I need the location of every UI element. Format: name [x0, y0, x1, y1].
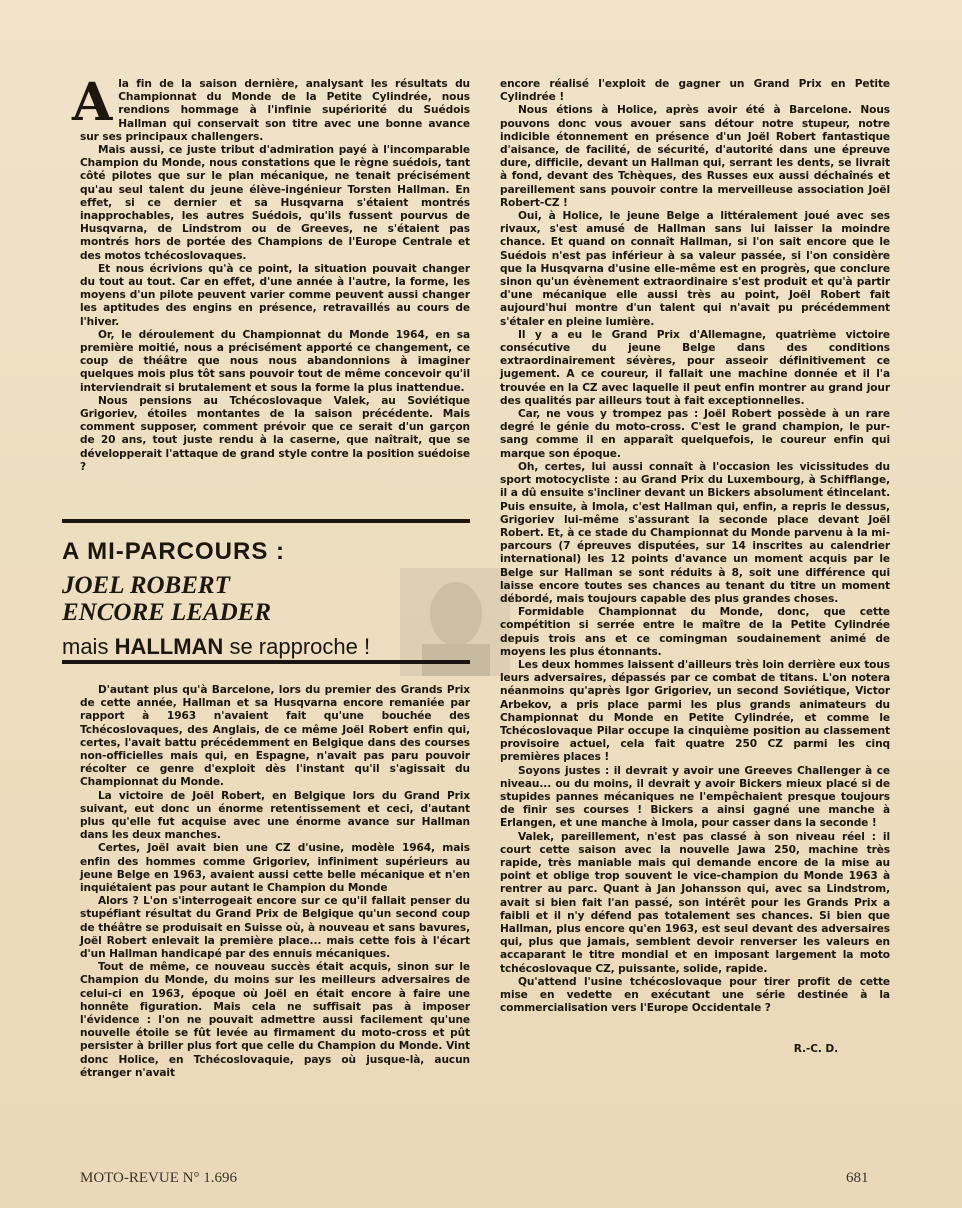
- footer-publication: MOTO-REVUE N° 1.696: [80, 1170, 237, 1186]
- body-paragraph: Qu'attend l'usine tchécoslovaque pour tirer profit de cette mise en vedette en exécutant une série destinée à la commercialisation vers l'Europe Occidentale ?: [500, 975, 890, 1015]
- bottom-divider: [62, 660, 470, 664]
- body-paragraph: Alors ? L'on s'interrogeait encore sur ce qu'il fallait penser du stupéfiant résultat du Grand Prix de Belgique qu'un second coup de théâtre se produisait en Suisse où, à nouveau et sans bavures, Joël Robert enlevait la première place... mais cette fois à l'écart d'un Hallman handicapé par des ennuis mécaniques.: [80, 895, 470, 961]
- headline-title-line1: JOEL ROBERT: [62, 572, 230, 599]
- subtitle-post: se rapproche !: [223, 634, 371, 659]
- body-paragraph: Oh, certes, lui aussi connaît à l'occasion les vicissitudes du sport motocycliste : au Grand Prix du Luxembourg, à Schifflange, il a dû ensuite s'incliner devant un Bickers absolument étincelant. Puis ensuite, à Imola, c'est Hallman qui, enfin, a repris le dessus, Grigoriev lui-même s'assurant la seconde place devant Joël Robert. Et, à ce stade du Championnat du Monde parvenu à la mi-parcours (7 épreuves disputées, sur 14 inscrites au calendrier international) les 12 points d'avance un moment acquis par le Belge sur Hallman se sont réduits à 8, soit une différence qui laisse encore toutes ses chances au tenant du titre un moment débordé, mais toujours capable des plus grandes choses.: [500, 460, 890, 605]
- body-paragraph: Nous étions à Holice, après avoir été à Barcelone. Nous pouvons donc vous avouer sans détour notre stupeur, notre indicible étonnement en présence d'un Joël Robert fantastique d'aisance, de facilité, de sécurité, d'autorité dans une épreuve dure, difficile, devant un Hallman qui, serrant les dents, se livrait à fond, devant des Tchèques, des Russes eux aussi déchaînés et pareillement sans pouvoir contre la merveilleuse association Joël Robert-CZ !: [500, 104, 890, 209]
- intro-column: [72, 72, 470, 474]
- body-paragraph: Soyons justes : il devrait y avoir une Greeves Challenger à ce niveau... ou du moins, il devrait y avoir Bickers mieux placé si de stupides pannes mécaniques ne l'empêchaient presque toujours de finir ses courses ! Bickers a ainsi gagné une manche à Erlangen, et une manche à Imola, pour casser dans la seconde !: [500, 764, 890, 830]
- body-paragraph: D'autant plus qu'à Barcelone, lors du premier des Grands Prix de cette année, Hallman et sa Husqvarna encore remaniée par rapport à 1963 n'avaient fait qu'une bouchée des Tchécoslovaques, des Anglais, de ce même Joël Robert enfin qui, certes, l'avait battu précédemment en Belgique dans des courses non-officielles mais qui, en Espagne, n'avait pas paru pouvoir récolter ce genre d'exploit dès l'instant qu'il s'agissait du Championnat du Monde.: [80, 684, 470, 789]
- intro-paragraph: Et nous écrivions qu'à ce point, la situation pouvait changer du tout au tout. Car en effet, d'une année à l'autre, la forme, les moyens d'un pilote peuvent varier comme peuvent aussi changer les aptitudes des engins en présence, retravaillés au cours de l'hiver.: [80, 262, 470, 328]
- body-paragraph: Tout de même, ce nouveau succès était acquis, sinon sur le Champion du Monde, du moins sur les meilleurs adversaires de celui-ci en 1963, époque où Joël en était encore à faire une honnête figuration. Mais cela ne suffisait pas à imposer l'évidence : l'on ne pouvait admettre aussi facilement qu'une nouvelle étoile se fût levée au firmament du moto-cross et pût persister à briller plus fort que celle du Champion du Monde. Vint donc Holice, en Tchécoslovaquie, pays où jusque-là, aucun étranger n'avait: [80, 961, 470, 1079]
- subtitle-pre: mais: [62, 634, 115, 659]
- body-paragraph: La victoire de Joël Robert, en Belgique lors du Grand Prix suivant, eut donc un énorme retentissement et ceci, d'autant plus qu'elle fut acquise avec une énorme avance sur Hallman dans les deux manches.: [80, 789, 470, 842]
- subtitle-caps: HALLMAN: [114, 634, 224, 659]
- footer-page-number: 681: [846, 1170, 869, 1186]
- top-divider: [62, 519, 470, 523]
- intro-paragraph: [72, 72, 470, 144]
- body-paragraph: Les deux hommes laissent d'ailleurs très loin derrière eux tous leurs adversaires, dépassés par ce combat de titans. L'on notera néanmoins qu'après Igor Grigoriev, un second Soviétique, Victor Arbekov, a pris place parmi les plus grands animateurs du Championnat du Monde en Petite Cylindrée, et comme le Tchécoslovaque Pilar occupe la cinquième position au classement provisoire actuel, cela fait quatre 250 CZ parmi les cinq premières places !: [500, 658, 890, 764]
- intro-first-text: la fin de la saison dernière, analysant les résultats du Championnat du Monde de la Petite Cylindrée, nous rendions hommage à l'infinie supériorité du Suédois Hallman qui conservait son titre avec une bonne avance sur ses principaux challengers.: [80, 78, 470, 143]
- intro-paragraph: Nous pensions au Tchécoslovaque Valek, au Soviétique Grigoriev, étoiles montantes de la saison précédente. Mais comment supposer, comment prévoir que ce serait d'un garçon de 20 ans, tout juste rendu à la caserne, que naîtrait, que se développerait l'attaque de grand style contre la position suédoise ?: [80, 394, 470, 473]
- body-right-column: [500, 78, 890, 1057]
- intro-paragraph: Mais aussi, ce juste tribut d'admiration payé à l'incomparable Champion du Monde, nous constations que le règne suédois, tant côté pilotes que sur le plan mécanique, ne tenait précisément qu'au seul talent du jeune élève-ingénieur Torsten Hallman. En effet, si ce dernier et sa Husqvarna s'étaient montrés inapprochables, les autres Suédois, qu'ils fussent pourvus de Husqvarna, de Lindstrom ou de Greeves, ne s'étaient pas montrés hors de portée des Champions de l'Europe Centrale et des motos tchécoslovaques.: [80, 144, 470, 262]
- body-left-column: [80, 684, 470, 1080]
- body-paragraph: encore réalisé l'exploit de gagner un Grand Prix en Petite Cylindrée !: [500, 78, 890, 104]
- intro-paragraph: Or, le déroulement du Championnat du Monde 1964, en sa première moitié, nous a précisément apporté ce changement, ce coup de théâtre que nous nous abandonnions à imaginer quelques mois plus tôt sans pouvoir tout de même concevoir qu'il interviendrait si brutalement et sous la forme la plus inattendue.: [80, 328, 470, 394]
- drop-cap: A: [72, 72, 113, 133]
- headline-kicker: A MI-PARCOURS :: [62, 538, 285, 565]
- body-paragraph: Car, ne vous y trompez pas : Joël Robert possède à un rare degré le génie du moto-cross. C'est le grand champion, le pur-sang comme il en apparaît quelquefois, le coureur enfin qui marque son époque.: [500, 408, 890, 460]
- body-paragraph: Certes, Joël avait bien une CZ d'usine, modèle 1964, mais enfin des hommes comme Grigoriev, infiniment supérieurs au jeune Belge en 1963, avaient aussi cette belle mécanique et n'en inquiétaient pas pour autant le Champion du Monde: [80, 842, 470, 895]
- body-paragraph: Formidable Championnat du Monde, donc, que cette compétition si serrée entre le maître de la Petite Cylindrée depuis trois ans et ce comingman soudainement animé de moyens les plus étonnants.: [500, 606, 890, 658]
- body-paragraph: Oui, à Holice, le jeune Belge a littéralement joué avec ses rivaux, s'est amusé de Hallman sans lui laisser la moindre chance. Et quand on connaît Hallman, si l'on sait encore que le Suédois n'est pas inférieur à sa valeur passée, si l'on considère que la Husqvarna d'usine elle-même est en progrès, que conclure sinon qu'un évènement extraordinaire s'est produit et qu'à partir d'une mécanique elle aussi très au point, Joël Robert fait aujourd'hui montre d'un talent qui n'avait pu précédemment s'étaler en pleine lumière.: [500, 210, 890, 328]
- author-signature: R.-C. D.: [793, 1043, 838, 1056]
- body-paragraph: Valek, pareillement, n'est pas classé à son niveau réel : il court cette saison avec la nouvelle Jawa 250, machine très rapide, très maniable mais qui demande encore de la mise au point et oblige trop souvent le vice-champion du Monde 1963 à rentrer au parc. Quant à Jan Johansson qui, avec sa Lindstrom, avait si bien fait l'an passé, son intérêt pour les Grands Prix a faibli et il n'y défend pas totalement ses chances. Si bien que Hallman, plus encore qu'en 1963, est seul devant des adversaires qui, plus que jamais, semblent devoir renverser les valeurs en accaparant le titre mondial et en imposant largement la moto tchécoslovaque CZ, puissante, solide, rapide.: [500, 830, 890, 975]
- headline-title-line2: ENCORE LEADER: [62, 599, 272, 626]
- body-paragraph: Il y a eu le Grand Prix d'Allemagne, quatrième victoire consécutive du jeune Belge dans des conditions extraordinairement sévères, pour asseoir définitivement ce jugement. A ce coureur, il fallait une machine donnée et il l'a trouvée en la CZ avec laquelle il peut enfin montrer au grand jour des qualités par ailleurs tout à fait exceptionnelles.: [500, 328, 890, 407]
